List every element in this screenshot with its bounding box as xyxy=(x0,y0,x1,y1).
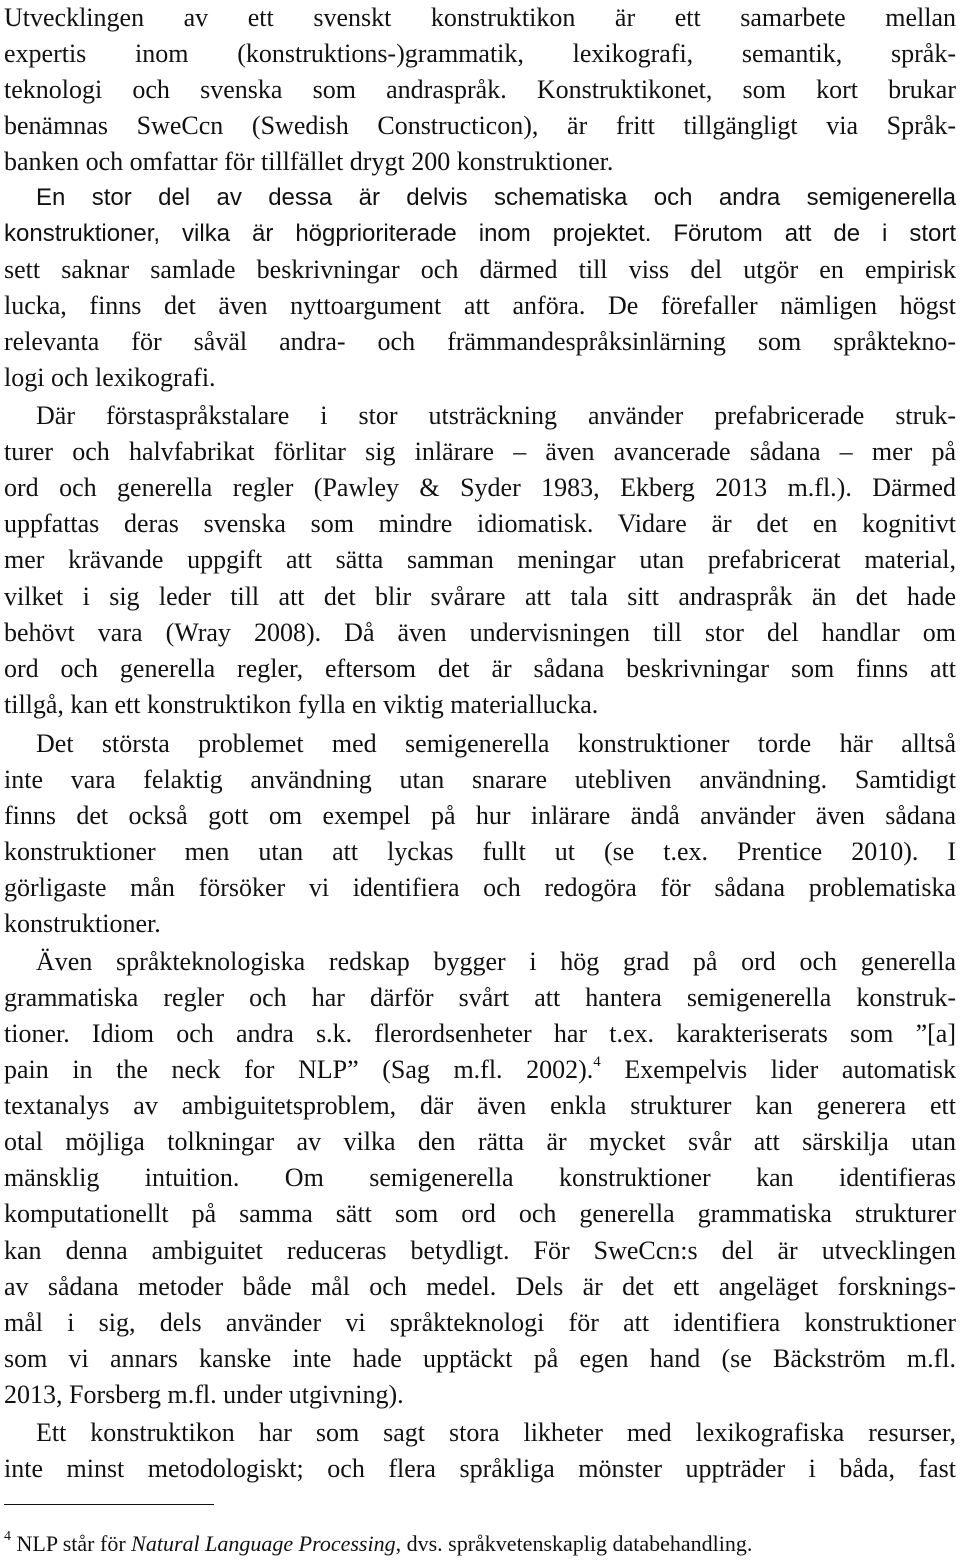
text-line: behövt vara (Wray 2008). Då även undervisningen till stor del handlar om xyxy=(4,618,956,647)
footnote xyxy=(4,1529,752,1559)
footnote-reference[interactable]: 4 xyxy=(593,1054,601,1071)
text-line: konstruktioner. xyxy=(4,909,161,938)
text-line: som vi annars kanske inte hade upptäckt på egen hand (se Bäckström m.fl. xyxy=(4,1344,956,1373)
text-line: En stor del av dessa är delvis schematiska och andra semigenerella xyxy=(36,184,956,211)
text-line: Även språkteknologiska redskap bygger i hög grad på ord och generella xyxy=(36,947,956,976)
text-line: konstruktioner men utan att lyckas fullt ut (se t.ex. Prentice 2010). I xyxy=(4,837,956,866)
text-line: görligaste mån försöker vi identifiera och redogöra för sådana problematiska xyxy=(4,873,956,902)
text-segment: Exempelvis lider automatisk xyxy=(624,1055,957,1084)
footnote-separator xyxy=(4,1504,214,1505)
text-line: inte vara felaktig användning utan snarare utebliven användning. Samtidigt xyxy=(4,765,956,794)
text-line: grammatiska regler och har därför svårt att hantera semigenerella konstruk- xyxy=(4,983,956,1012)
text-line: kan denna ambiguitet reduceras betydligt. För SweCcn:s del är utvecklingen xyxy=(4,1236,956,1265)
text-line: tioner. Idiom och andra s.k. flerordsenheter har t.ex. karakteriserats som ”[a] xyxy=(4,1019,956,1048)
text-line: vilket i sig leder till att det blir svårare att tala sitt andraspråk än det hade xyxy=(4,582,956,611)
text-line: ord och generella regler, eftersom det är sådana beskrivningar som finns att xyxy=(4,654,956,683)
text-line: relevanta för såväl andra- och främmandespråksinlärning som språkteknο- xyxy=(4,327,956,356)
text-line: textanalys av ambiguitetsproblem, där även enkla strukturer kan generera ett xyxy=(4,1091,956,1120)
text-line: Utvecklingen av ett svenskt konstruktikon är ett samarbete mellan xyxy=(4,3,956,32)
text-line: Ett konstruktikon har som sagt stora likheter med lexikografiska resurser, xyxy=(36,1418,956,1447)
text-line: benämnas SweCcn (Swedish Constructicon), är fritt tillgängligt via Språk- xyxy=(4,111,956,140)
text-line: ord och generella regler (Pawley & Syder 1983, Ekberg 2013 m.fl.). Därmed xyxy=(4,473,956,502)
text-line: Det största problemet med semigenerella konstruktioner torde här alltså xyxy=(36,729,956,758)
text-line: komputationellt på samma sätt som ord och generella grammatiska strukturer xyxy=(4,1199,956,1228)
text-line: mer krävande uppgift att sätta samman meningar utan prefabricerat material, xyxy=(4,545,956,574)
text-line: uppfattas deras svenska som mindre idiomatisk. Vidare är det en kognitivt xyxy=(4,509,956,538)
text-line: turer och halvfabrikat förlitar sig inlärare – även avancerade sådana – mer på xyxy=(4,437,956,466)
footnote-italic-term: Natural Language Processing xyxy=(131,1531,396,1556)
text-line: finns det också gott om exempel på hur inlärare ändå använder även sådana xyxy=(4,801,956,830)
text-line: 2013, Forsberg m.fl. under utgivning). xyxy=(4,1380,404,1409)
text-line: tillgå, kan ett konstruktikon fylla en viktig materiallucka. xyxy=(4,690,599,719)
footnote-text: NLP står för xyxy=(16,1531,132,1556)
text-line: teknologi och svenska som andraspråk. Konstruktikonet, som kort brukar xyxy=(4,75,956,104)
text-line: konstruktioner, vilka är högprioriterade inom projektet. Förutom att de i stort xyxy=(4,220,956,247)
footnote-number: 4 xyxy=(4,1528,11,1544)
text-line: otal möjliga tolkningar av vilka den rätta är mycket svår att särskilja utan xyxy=(4,1127,956,1156)
text-line: expertis inom (konstruktions-)grammatik, lexikografi, semantik, språk- xyxy=(4,39,956,68)
text-line: logi och lexikografi. xyxy=(4,363,216,392)
footnote-text-end: , dvs. språkvetenskaplig databehandling. xyxy=(395,1531,753,1556)
text-line: inte minst metodologiskt; och flera språkliga mönster uppträder i båda, fast xyxy=(4,1454,956,1483)
text-line: av sådana metoder både mål och medel. Dels är det ett angeläget forsknings- xyxy=(4,1272,956,1301)
text-line: mål i sig, dels använder vi språkteknologi för att identifiera konstruktioner xyxy=(4,1308,956,1337)
text-line: sett saknar samlade beskrivningar och därmed till viss del utgör en empirisk xyxy=(4,255,956,284)
text-line: lucka, finns det även nyttoargument att anföra. De förefaller nämligen högst xyxy=(4,291,956,320)
text-line: Där förstaspråkstalare i stor utsträckning använder prefabricerade struk- xyxy=(36,401,956,430)
text-segment: pain in the neck for NLP” (Sag m.fl. 2002). xyxy=(4,1055,594,1084)
text-line: banken och omfattar för tillfället drygt 200 konstruktioner. xyxy=(4,147,614,176)
text-line: mänsklig intuition. Om semigenerella konstruktioner kan identifieras xyxy=(4,1163,956,1192)
text-line xyxy=(4,1052,956,1088)
